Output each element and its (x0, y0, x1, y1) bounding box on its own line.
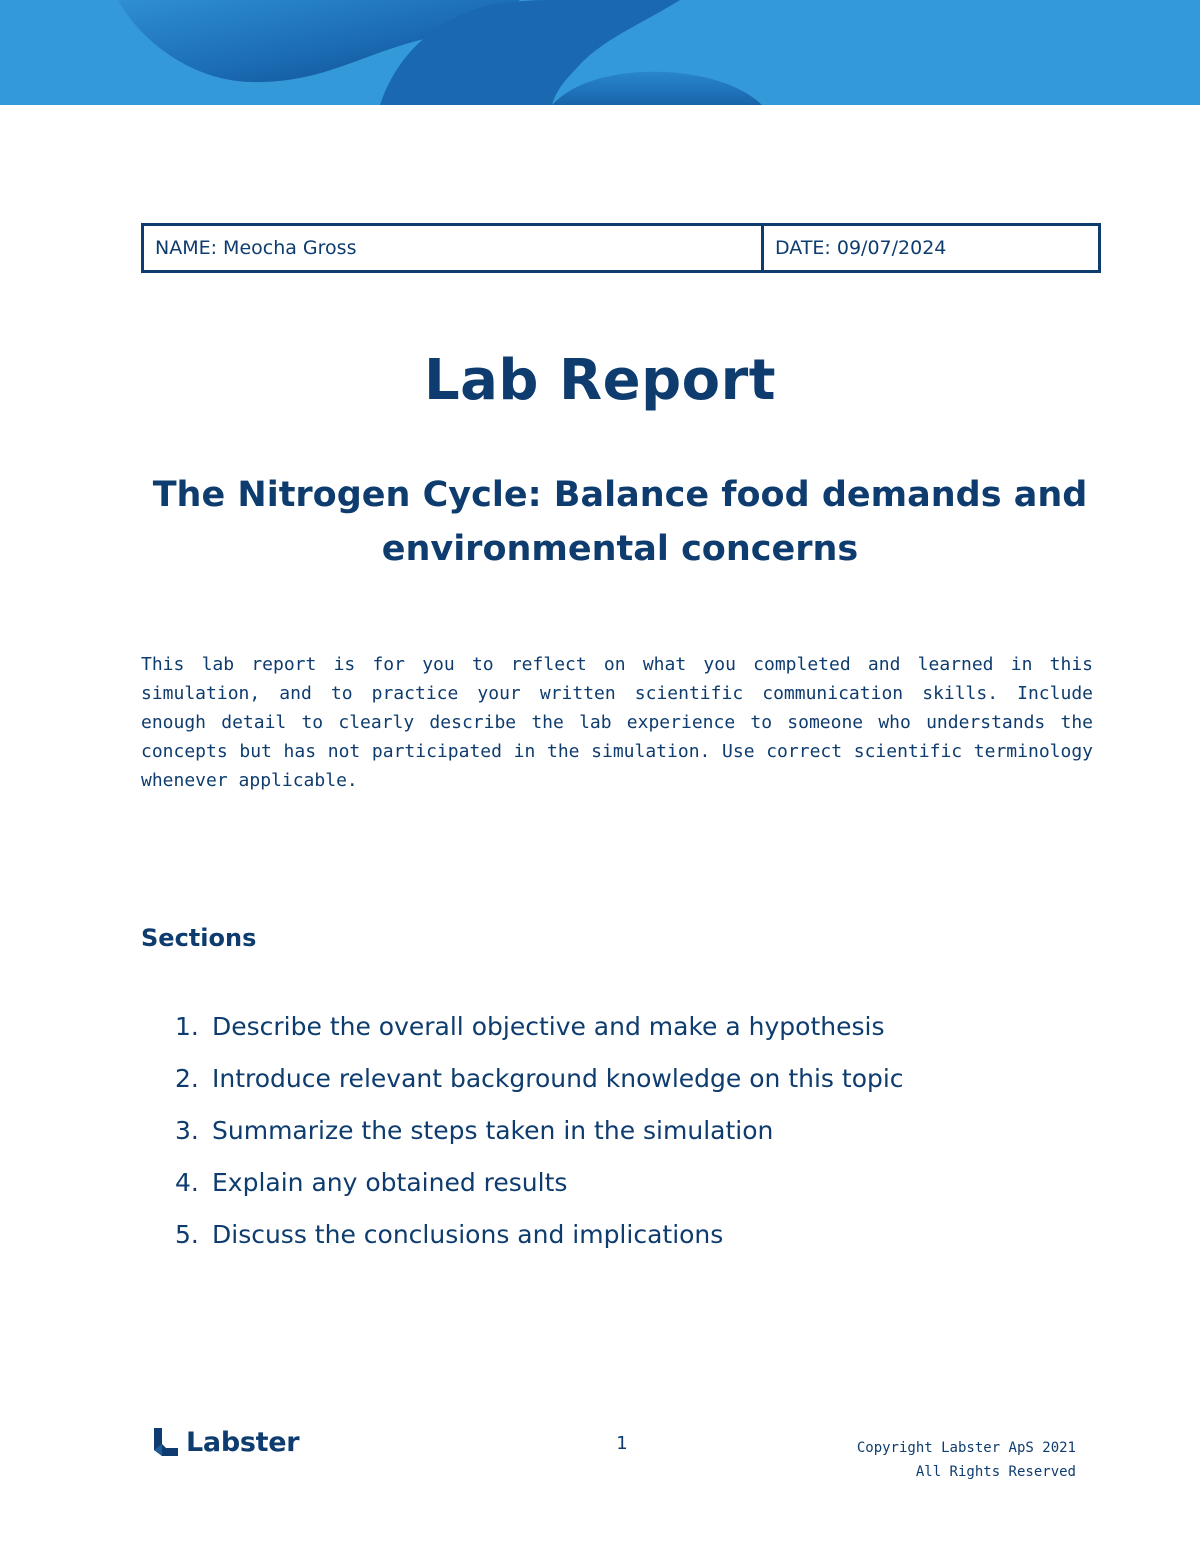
sections-list (175, 1005, 1075, 1265)
intro-paragraph: This lab report is for you to reflect on what you completed and learned in this simulation, and to practice your written scientific communication skills. Include enough detail to clearly describe the lab experience to someone who understands the concepts but has not participated in the simulation. Use correct scientific terminology whenever applicable. (141, 654, 1093, 791)
header-decoration-graphic (0, 0, 1200, 105)
list-item (175, 1161, 1075, 1213)
list-item (175, 1057, 1075, 1109)
list-item-text: Explain any obtained results (212, 1168, 568, 1197)
name-date-table (141, 223, 1101, 273)
document-subtitle: The Nitrogen Cycle: Balance food demands and environmental concerns (152, 475, 1088, 569)
labster-logo (152, 1426, 299, 1458)
list-item (175, 1005, 1075, 1057)
list-item-text: Describe the overall objective and make a hypothesis (212, 1012, 885, 1041)
list-item-number: 1. (175, 1012, 199, 1041)
list-item-text: Discuss the conclusions and implications (212, 1220, 724, 1249)
list-item-number: 4. (175, 1168, 199, 1197)
sections-heading: Sections (141, 924, 257, 952)
page-number: 1 (616, 1433, 628, 1454)
header-banner (0, 0, 1200, 105)
list-item-number: 2. (175, 1064, 199, 1093)
labster-logo-icon (152, 1426, 180, 1458)
list-item-number: 3. (175, 1116, 199, 1145)
list-item (175, 1109, 1075, 1161)
copyright-line: Copyright Labster ApS 2021 (856, 1440, 1076, 1456)
name-field: NAME: Meocha Gross (144, 226, 764, 270)
copyright-notice (857, 1436, 1076, 1484)
list-item-number: 5. (175, 1220, 199, 1249)
list-item (175, 1213, 1075, 1265)
rights-line: All Rights Reserved (915, 1464, 1076, 1480)
list-item-text: Introduce relevant background knowledge on this topic (212, 1064, 904, 1093)
list-item-text: Summarize the steps taken in the simulation (212, 1116, 774, 1145)
date-field: DATE: 09/07/2024 (775, 237, 947, 259)
logo-text: Labster (186, 1426, 300, 1458)
document-title: Lab Report (423, 348, 777, 413)
